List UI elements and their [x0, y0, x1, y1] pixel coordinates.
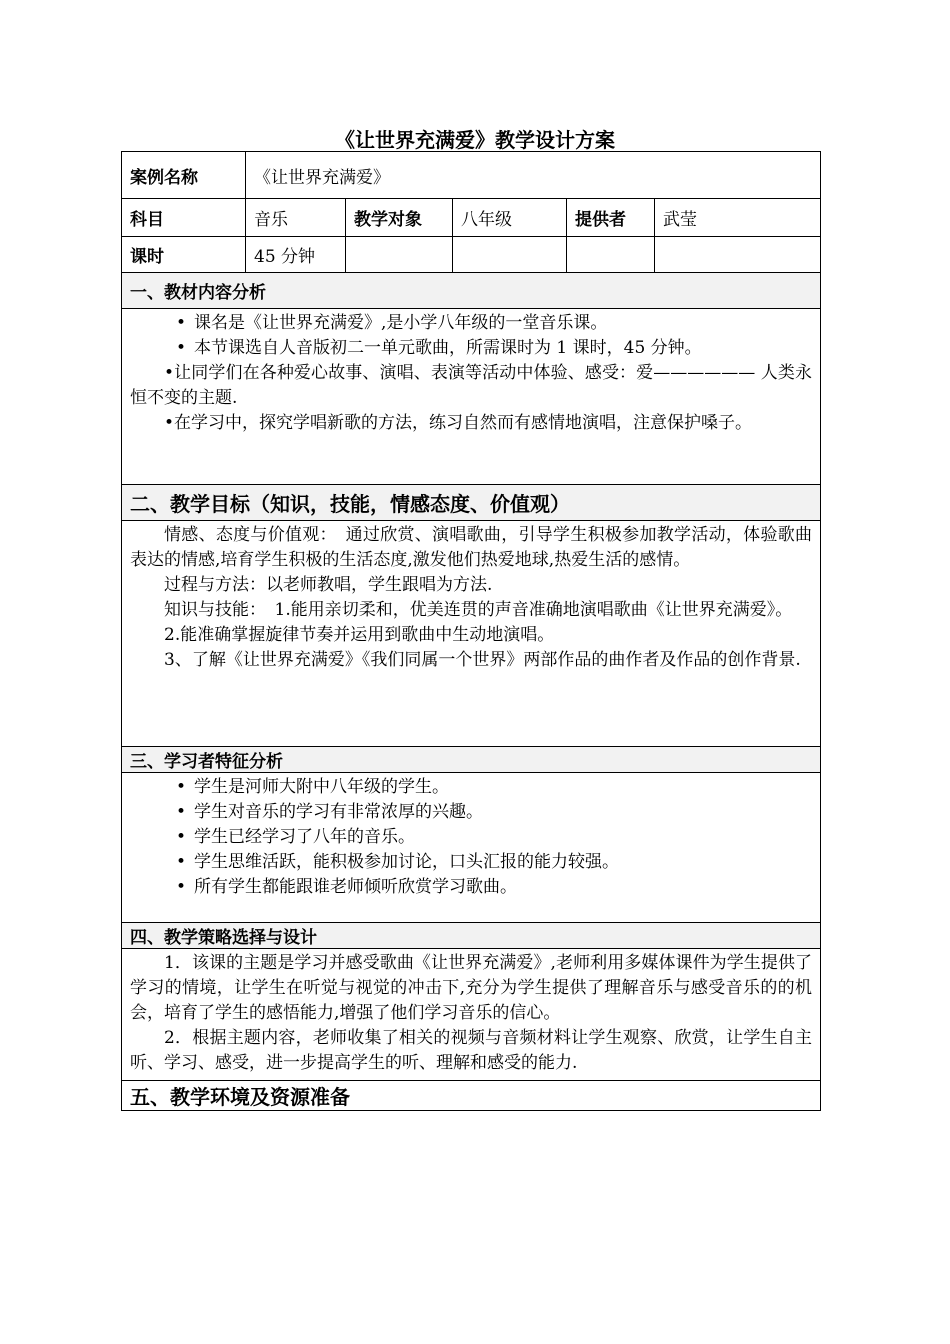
section-2-body [122, 521, 821, 747]
section-3-header [122, 747, 821, 773]
list-item: • 本节课选自人音版初二一单元歌曲，所需课时为 1 课时，45 分钟。 [130, 336, 812, 361]
duration-value: 45 分钟 [246, 237, 346, 273]
paragraph: 情感、态度与价值观： 通过欣赏、演唱歌曲，引导学生积极参加教学活动，体验歌曲表达的情感,培育学生积极的生活态度,激发他们热爱地球,热爱生活的感情。 [130, 525, 813, 570]
case-name-value: 《让世界充满爱》 [246, 152, 821, 199]
target-value: 八年级 [453, 199, 567, 237]
provider-label: 提供者 [567, 199, 655, 237]
row-subject [122, 199, 821, 237]
row-case-name [122, 152, 821, 199]
section-1-title: 一、教材内容分析 [122, 273, 821, 309]
section-1-body [122, 309, 821, 485]
document-title: 《让世界充满爱》教学设计方案 [335, 128, 615, 152]
paragraph: 过程与方法：以老师教唱，学生跟唱为方法. [164, 575, 493, 595]
paragraph: •在学习中，探究学唱新歌的方法，练习自然而有感情地演唱，注意保护嗓子。 [164, 413, 753, 433]
empty-cell [453, 237, 567, 273]
section-2-header [122, 485, 821, 521]
list-item: • 学生思维活跃，能积极参加讨论，口头汇报的能力较强。 [130, 850, 812, 875]
section-3-body [122, 773, 821, 923]
subject-label: 科目 [122, 199, 246, 237]
list-item: • 学生已经学习了八年的音乐。 [130, 825, 812, 850]
section-1-header [122, 273, 821, 309]
section-4-body [122, 949, 821, 1081]
list-item: • 课名是《让世界充满爱》,是小学八年级的一堂音乐课。 [130, 311, 812, 336]
empty-cell [346, 237, 453, 273]
section-4-title: 四、教学策略选择与设计 [122, 923, 821, 949]
row-duration [122, 237, 821, 273]
paragraph: 3、了解《让世界充满爱》《我们同属一个世界》两部作品的曲作者及作品的创作背景. [164, 650, 801, 670]
paragraph: 2.能准确掌握旋律节奏并运用到歌曲中生动地演唱。 [164, 625, 555, 645]
section-5-title: 五、教学环境及资源准备 [122, 1081, 821, 1111]
empty-cell [655, 237, 821, 273]
paragraph: 知识与技能： 1.能用亲切柔和，优美连贯的声音准确地演唱歌曲《让世界充满爱》。 [164, 600, 793, 620]
paragraph: 2．根据主题内容，老师收集了相关的视频与音频材料让学生观察、欣赏，让学生自主听、学习、感受，进一步提高学生的听、理解和感受的能力. [130, 1028, 813, 1073]
list-item: • 所有学生都能跟谁老师倾听欣赏学习歌曲。 [130, 875, 812, 900]
section-4-header [122, 923, 821, 949]
lesson-plan-table [121, 151, 821, 1111]
duration-label: 课时 [122, 237, 246, 273]
list-item: • 学生是河师大附中八年级的学生。 [130, 775, 812, 800]
provider-value: 武莹 [655, 199, 821, 237]
paragraph: 1．该课的主题是学习并感受歌曲《让世界充满爱》,老师利用多媒体课件为学生提供了学习的情境，让学生在听觉与视觉的冲击下,充分为学生提供了理解音乐与感受音乐的的机会，培育了学生的感悟能力,增强了他们学习音乐的信心。 [130, 953, 813, 1023]
case-name-label: 案例名称 [122, 152, 246, 199]
list-item: • 学生对音乐的学习有非常浓厚的兴趣。 [130, 800, 812, 825]
section-5-header [122, 1081, 821, 1111]
target-label: 教学对象 [346, 199, 453, 237]
section-3-title: 三、学习者特征分析 [122, 747, 821, 773]
paragraph: •让同学们在各种爱心故事、演唱、表演等活动中体验、感受：爱—————— 人类永恒不变的主题. [130, 363, 813, 408]
empty-cell [567, 237, 655, 273]
section-2-title: 二、教学目标（知识，技能，情感态度、价值观） [122, 485, 821, 521]
subject-value: 音乐 [246, 199, 346, 237]
